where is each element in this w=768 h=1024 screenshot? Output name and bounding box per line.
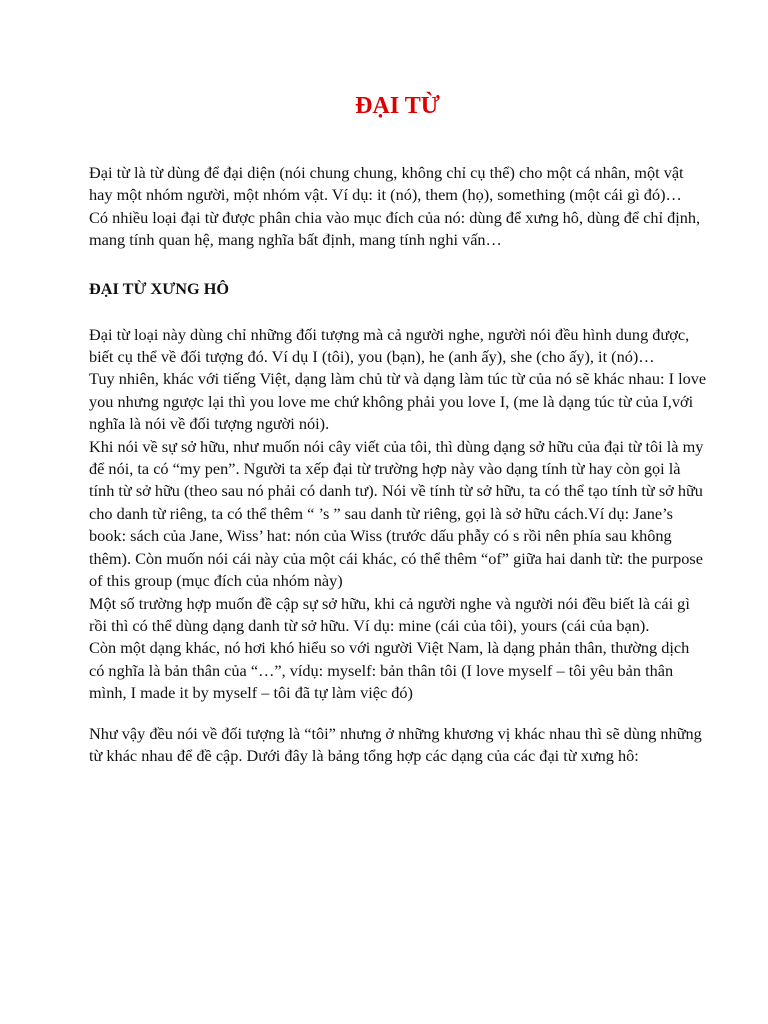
section-paragraph-4: Một số trường hợp muốn đề cập sự sở hữu, khi cả người nghe và người nói đều biết là cái gì rồi thì có thể dùng dạng danh từ sở hữu. Ví dụ: mine (cái của tôi), yours (cái của bạn). xyxy=(89,593,690,635)
section-heading: ĐẠI TỪ XƯNG HÔ xyxy=(89,278,230,298)
section-paragraph-2: Tuy nhiên, khác với tiếng Việt, dạng làm chủ từ và dạng làm túc từ của nó sẽ khác nhau: I love you nhưng ngược lại thì you love me chứ không phải you love I, (me là dạng túc từ của I,với nghĩa là nói về đối tượng người nói). xyxy=(89,369,707,434)
paragraph-gap xyxy=(89,705,708,723)
page-title: ĐẠI TỪ xyxy=(355,93,440,119)
intro-paragraph-2: Có nhiều loại đại từ được phân chia vào mục đích của nó: dùng để xưng hô, dùng để chỉ định, mang tính quan hệ, mang nghĩa bất định, mang tính nghi vấn… xyxy=(89,207,701,250)
section-paragraph-3: Khi nói về sự sở hữu, như muốn nói cây viết của tôi, thì dùng dạng sở hữu của đại từ tôi là my để nói, ta có “my pen”. Người ta xếp đại từ trường hợp này vào dạng tính từ hay còn gọi là tính từ sở hữu (theo sau nó phải có danh tư). Nói về tính từ sở hữu, ta có thể tạo tính từ sở hữu cho danh từ riêng, ta có thể thêm “ ’s ” sau danh từ riêng, gọi là sở hữu cách.Ví dụ: Jane’s book: sách của Jane, Wiss’ hat: nón của Wiss (trước dấu phẫy có s rồi nên phía sau không thêm). Còn muốn nói cái này của một cái khác, có thể thêm “of” giữa hai danh từ: the purpose of this group (mục đích của nhóm này) xyxy=(89,436,704,591)
section-paragraph-5: Còn một dạng khác, nó hơi khó hiểu so với người Việt Nam, là dạng phản thân, thường dịch có nghĩa là bản thân của “…”, vídụ: myself: bản thân tôi (I love myself – tôi yêu bản thân mình, I made it by myself – tôi đã tự làm việc đó) xyxy=(89,638,690,703)
section-paragraph-1: Đại từ loại này dùng chỉ những đối tượng mà cả người nghe, người nói đều hình dung được, biết cụ thể về đối tượng đó. Ví dụ I (tôi), you (bạn), he (anh ấy), she (cho ấy), it (nó)… xyxy=(89,324,690,367)
intro-paragraph-1: Đại từ là từ dùng để đại diện (nói chung chung, không chỉ cụ thể) cho một cá nhân, một vật hay một nhóm người, một nhóm vật. Ví dụ: it (nó), them (họ), something (một cái gì đó)… xyxy=(89,163,684,205)
closing-paragraph: Như vậy đều nói về đối tượng là “tôi” nhưng ở những khương vị khác nhau thì sẽ dùng những từ khác nhau để đề cập. Dưới đây là bảng tổng hợp các dạng của các đại từ xưng hô: xyxy=(89,723,702,765)
